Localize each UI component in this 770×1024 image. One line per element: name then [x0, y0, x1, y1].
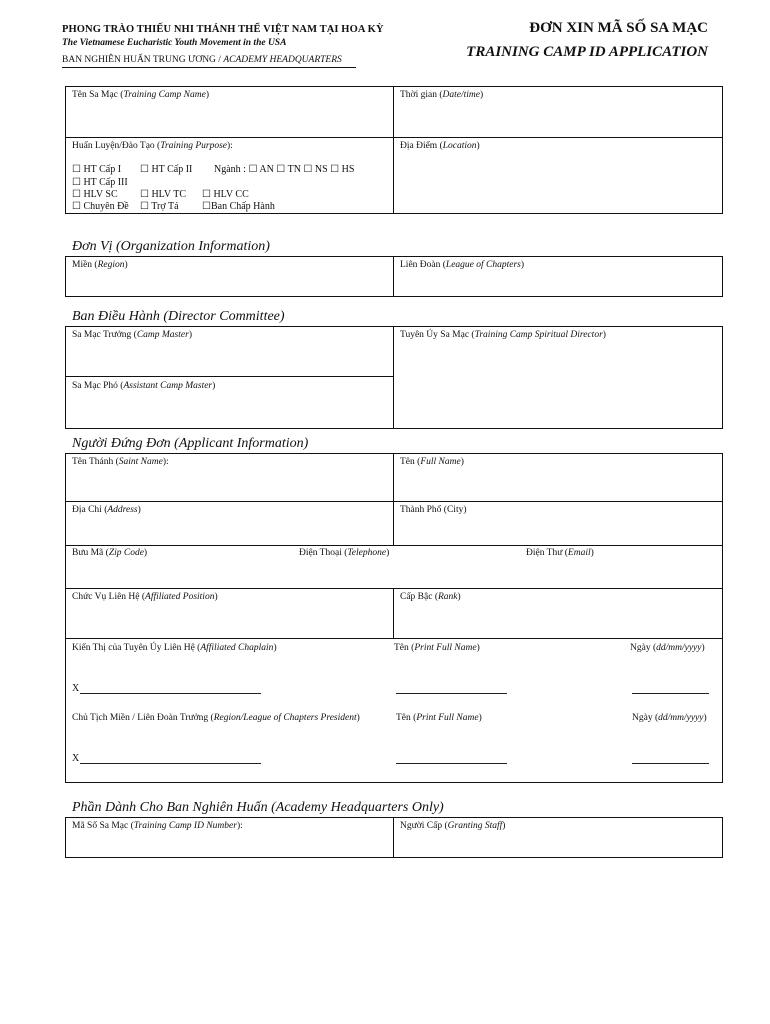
- academy-section-title: Phần Dành Cho Ban Nghiên Huấn (Academy Headquarters Only): [72, 800, 444, 815]
- applicant-divider-top: [393, 454, 394, 545]
- chaplain-date-line[interactable]: [632, 693, 709, 694]
- saint-label-vn: Tên Thánh (: [72, 457, 119, 467]
- applicant-row-divider-4: [66, 638, 722, 639]
- affiliated-position-field[interactable]: [72, 592, 218, 602]
- email-label-end: ): [590, 548, 594, 558]
- camp-date-label-end: ): [479, 90, 484, 100]
- chaplain-print-label-vn: Tên (: [394, 643, 415, 653]
- purpose-label-vn: Huấn Luyện/Đào Tạo (: [72, 141, 161, 151]
- chaplain-date-label-en: dd/mm/yyyy: [656, 643, 702, 653]
- region-field[interactable]: [72, 260, 128, 270]
- assistant-label-end: ): [212, 381, 216, 391]
- email-label-en: Email: [567, 548, 591, 558]
- camp-master-field[interactable]: [72, 330, 192, 340]
- header-rule: [62, 67, 356, 68]
- camp-master-label-en: Camp Master: [136, 330, 189, 340]
- checkbox-chuyen-de[interactable]: ☐ Chuyên Đề: [72, 201, 129, 212]
- email-field[interactable]: [526, 548, 594, 558]
- form-title-vn: ĐƠN XIN MÃ SỐ SA MẠC: [529, 20, 708, 36]
- league-label-end: ): [520, 260, 525, 270]
- checkbox-ht-cap-1[interactable]: ☐ HT Cấp I: [72, 164, 122, 175]
- saint-label-en: Saint Name: [118, 457, 163, 467]
- location-label-end: ): [476, 141, 480, 151]
- rank-field[interactable]: [400, 592, 461, 602]
- chaplain-label-vn: Kiến Thị của Tuyên Úy Liên Hệ (: [72, 643, 201, 653]
- region-label-vn: Miền (: [72, 260, 98, 270]
- president-print-label-end: ): [478, 713, 482, 723]
- camp-master-label-vn: Sa Mạc Trưởng (: [72, 330, 137, 340]
- chaplain-print-label-end: ): [476, 643, 480, 653]
- president-label-en: Region/League of Chapters President: [213, 713, 357, 723]
- purpose-label-en: Training Purpose: [160, 141, 227, 151]
- fullname-label-en: Full Name: [420, 457, 461, 467]
- organization-name: PHONG TRÀO THIẾU NHI THÁNH THỂ VIỆT NAM TẠI HOA KỲ: [62, 24, 384, 35]
- phone-label-vn: Điện Thoại (: [299, 548, 348, 558]
- chaplain-date-label-vn: Ngày (: [630, 643, 657, 653]
- applicant-section-title: Người Đứng Đơn (Applicant Information): [72, 436, 309, 451]
- academy-line: [62, 55, 342, 65]
- staff-label-en: Granting Staff: [447, 821, 503, 831]
- camp-row-divider: [66, 137, 722, 138]
- organization-name-english: The Vietnamese Eucharistic Youth Movement in the USA: [62, 38, 287, 48]
- chaplain-print-label-en: Print Full Name: [414, 643, 477, 653]
- president-print-name-label: [396, 713, 482, 723]
- director-row-divider: [66, 376, 393, 377]
- academy-name-vn: BAN NGHIÊN HUẤN TRUNG ƯƠNG: [62, 55, 216, 65]
- checkbox-ht-cap-3[interactable]: ☐ HT Cấp III: [72, 177, 128, 188]
- spiritual-director-field[interactable]: [400, 330, 606, 340]
- address-label-vn: Địa Chỉ (: [72, 505, 108, 515]
- checkbox-hlv-tc[interactable]: ☐ HLV TC: [140, 189, 187, 200]
- applicant-row-divider-1: [66, 501, 722, 502]
- camp-name-label-vn: Tên Sa Mạc (: [72, 90, 124, 100]
- chaplain-label-end: ): [273, 643, 277, 653]
- president-print-label-en: Print Full Name: [416, 713, 479, 723]
- president-sign-mark: X: [72, 753, 80, 764]
- granting-staff-field[interactable]: [400, 821, 505, 831]
- chaplain-print-name-line[interactable]: [396, 693, 507, 694]
- league-field[interactable]: [400, 260, 524, 270]
- camp-date-label-en: Date/time: [442, 90, 480, 100]
- chaplain-label-en: Affiliated Chaplain: [200, 643, 274, 653]
- camp-name-label-end: ): [205, 90, 209, 100]
- checkbox-hlv-sc[interactable]: ☐ HLV SC: [72, 189, 118, 200]
- fullname-label-vn: Tên (: [400, 457, 421, 467]
- league-label-vn: Liên Đoàn (: [400, 260, 446, 270]
- president-signature-line[interactable]: [80, 763, 261, 764]
- form-title-en: TRAINING CAMP ID APPLICATION: [466, 44, 708, 60]
- rank-label-end: ): [457, 592, 461, 602]
- saint-label-end: ):: [162, 457, 169, 467]
- organization-divider: [393, 257, 394, 296]
- address-label-en: Address: [107, 505, 138, 515]
- president-print-name-line[interactable]: [396, 763, 507, 764]
- email-label-vn: Điện Thư (: [526, 548, 568, 558]
- chaplain-signature-line[interactable]: [80, 693, 261, 694]
- camp-divider: [393, 87, 394, 213]
- league-label-en: League of Chapters: [445, 260, 521, 270]
- spiritual-label-en: Training Camp Spiritual Director: [474, 330, 603, 340]
- region-label-end: ): [124, 260, 128, 270]
- spiritual-label-vn: Tuyên Úy Sa Mạc (: [400, 330, 475, 340]
- rank-label-vn: Cấp Bậc (: [400, 592, 438, 602]
- camp-id-label-en: Training Camp ID Number: [133, 821, 237, 831]
- position-label-en: Affiliated Position: [145, 592, 215, 602]
- telephone-field[interactable]: [299, 548, 389, 558]
- chaplain-print-name-label: [394, 643, 480, 653]
- checkbox-ban-chap-hanh[interactable]: ☐Ban Chấp Hành: [202, 201, 275, 212]
- assistant-label-en: Assistant Camp Master: [123, 381, 213, 391]
- checkbox-nganh-group[interactable]: Ngành : ☐ AN ☐ TN ☐ NS ☐ HS: [214, 164, 355, 175]
- camp-name-field[interactable]: [72, 90, 209, 100]
- zip-label-end: ): [143, 548, 148, 558]
- staff-label-end: ): [502, 821, 506, 831]
- director-box: [65, 326, 723, 429]
- location-label-vn: Địa Điểm (: [400, 141, 443, 151]
- applicant-box: [65, 453, 723, 783]
- position-label-vn: Chức Vụ Liên Hệ (: [72, 592, 146, 602]
- academy-name-en: ACADEMY HEADQUARTERS: [223, 55, 342, 65]
- camp-id-label-vn: Mã Số Sa Mạc (: [72, 821, 134, 831]
- organization-section-title: Đơn Vị (Organization Information): [72, 239, 270, 254]
- applicant-row-divider-2: [66, 545, 722, 546]
- phone-label-en: Telephone: [347, 548, 387, 558]
- president-label: [72, 713, 360, 723]
- chaplain-sign-mark: X: [72, 683, 80, 694]
- purpose-label-end: ):: [226, 141, 233, 151]
- camp-location-field[interactable]: [400, 141, 480, 151]
- checkbox-hlv-cc[interactable]: ☐ HLV CC: [202, 189, 249, 200]
- chaplain-label: [72, 643, 277, 653]
- chaplain-date-label-end: ): [701, 643, 705, 653]
- training-purpose-label: [72, 141, 233, 151]
- applicant-row-divider-3: [66, 588, 722, 589]
- location-label-en: Location: [442, 141, 477, 151]
- organization-box: [65, 256, 723, 297]
- president-date-label-end: ): [703, 713, 707, 723]
- director-section-title: Ban Điều Hành (Director Committee): [72, 309, 285, 324]
- saint-name-field[interactable]: [72, 457, 169, 467]
- president-label-end: ): [356, 713, 360, 723]
- president-date-line[interactable]: [632, 763, 709, 764]
- academy-separator: /: [215, 55, 224, 65]
- assistant-master-field[interactable]: [72, 381, 215, 391]
- region-label-en: Region: [97, 260, 125, 270]
- president-print-label-vn: Tên (: [396, 713, 417, 723]
- president-date-label-en: dd/mm/yyyy: [658, 713, 704, 723]
- camp-name-label-en: Training Camp Name: [123, 90, 206, 100]
- camp-id-number-field[interactable]: [72, 821, 243, 831]
- camp-date-label-vn: Thời gian (: [400, 90, 443, 100]
- director-divider: [393, 327, 394, 428]
- zip-label-en: Zip Code: [108, 548, 144, 558]
- applicant-divider-mid: [393, 588, 394, 638]
- president-label-vn: Chủ Tịch Miền / Liên Đoàn Trưởng (: [72, 713, 214, 723]
- full-name-field[interactable]: [400, 457, 464, 467]
- rank-label-en: Rank: [438, 592, 458, 602]
- address-field[interactable]: [72, 505, 141, 515]
- checkbox-ht-cap-2[interactable]: ☐ HT Cấp II: [140, 164, 193, 175]
- camp-master-label-end: ): [188, 330, 192, 340]
- checkbox-tro-ta[interactable]: ☐ Trợ Tá: [140, 201, 179, 212]
- position-label-end: ): [214, 592, 218, 602]
- president-date-label-vn: Ngày (: [632, 713, 659, 723]
- phone-label-end: ): [386, 548, 390, 558]
- spiritual-label-end: ): [602, 330, 606, 340]
- chaplain-date-label: [630, 643, 705, 653]
- assistant-label-vn: Sa Mạc Phó (: [72, 381, 124, 391]
- camp-date-field[interactable]: [400, 90, 483, 100]
- camp-id-label-end: ):: [236, 821, 243, 831]
- academy-divider: [393, 818, 394, 857]
- address-label-end: ): [137, 505, 141, 515]
- staff-label-vn: Người Cấp (: [400, 821, 448, 831]
- zip-code-field[interactable]: [72, 548, 147, 558]
- president-date-label: [632, 713, 707, 723]
- fullname-label-end: ): [460, 457, 464, 467]
- zip-label-vn: Bưu Mã (: [72, 548, 109, 558]
- city-field[interactable]: Thành Phố (City): [400, 505, 467, 515]
